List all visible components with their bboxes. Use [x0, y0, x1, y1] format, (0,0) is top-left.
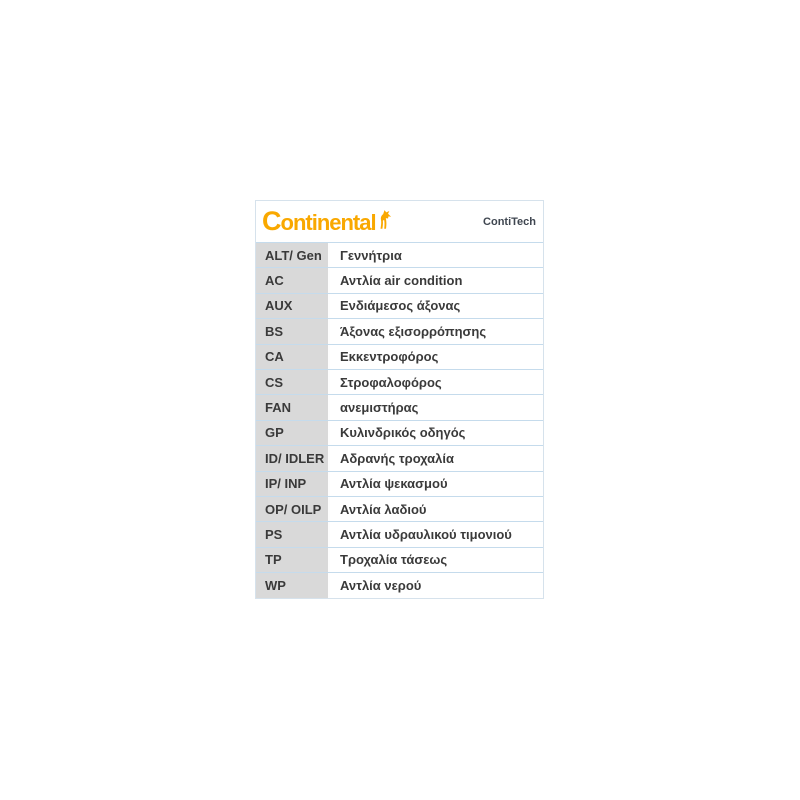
abbreviation-cell: ID/ IDLER [256, 446, 330, 470]
table-row [256, 319, 543, 344]
abbreviation-cell: CS [256, 370, 330, 394]
continental-wordmark: Continental [262, 206, 376, 236]
horse-icon [377, 209, 392, 233]
table-row [256, 522, 543, 547]
abbreviation-cell: BS [256, 319, 330, 343]
table-row [256, 243, 543, 268]
table-row [256, 294, 543, 319]
description-cell: Αντλία ψεκασμού [340, 476, 448, 492]
description-cell: Αδρανής τροχαλία [340, 450, 455, 466]
abbreviation-cell: FAN [256, 395, 330, 419]
description-cell: Ενδιάμεσος άξονας [340, 298, 461, 314]
description-cell: Αντλία υδραυλικού τιμονιού [340, 526, 512, 542]
abbreviation-cell: AC [256, 268, 330, 292]
abbreviation-cell: PS [256, 522, 330, 546]
abbreviation-cell: GP [256, 421, 330, 445]
abbreviation-cell: AUX [256, 294, 330, 318]
abbreviation-cell: TP [256, 548, 330, 572]
abbreviation-cell: ALT/ Gen [256, 243, 330, 267]
description-cell: Άξονας εξισορρόπησης [340, 323, 487, 339]
continental-logo [262, 208, 392, 235]
table-row [256, 395, 543, 420]
abbreviation-cell: OP/ OILP [256, 497, 330, 521]
table-row [256, 573, 543, 598]
abbreviation-cell: CA [256, 345, 330, 369]
abbreviation-legend-table [255, 200, 544, 599]
contitech-label: ContiTech [483, 215, 536, 228]
description-cell: Κυλινδρικός οδηγός [340, 425, 466, 441]
table-row [256, 268, 543, 293]
table-row [256, 472, 543, 497]
table-row [256, 345, 543, 370]
table-row [256, 497, 543, 522]
table-row [256, 548, 543, 573]
description-cell: Αντλία νερού [340, 578, 422, 594]
description-cell: Αντλία air condition [340, 273, 463, 289]
table-row [256, 421, 543, 446]
abbreviation-cell: IP/ INP [256, 472, 330, 496]
brand-header [256, 201, 543, 243]
table-row [256, 370, 543, 395]
description-cell: Γεννήτρια [340, 247, 402, 263]
description-cell: Εκκεντροφόρος [340, 349, 439, 365]
table-row [256, 446, 543, 471]
description-cell: ανεμιστήρας [340, 400, 419, 416]
description-cell: Στροφαλοφόρος [340, 374, 442, 390]
abbreviation-cell: WP [256, 573, 330, 598]
legend-rows [256, 243, 543, 598]
description-cell: Τροχαλία τάσεως [340, 552, 448, 568]
description-cell: Αντλία λαδιού [340, 501, 427, 517]
